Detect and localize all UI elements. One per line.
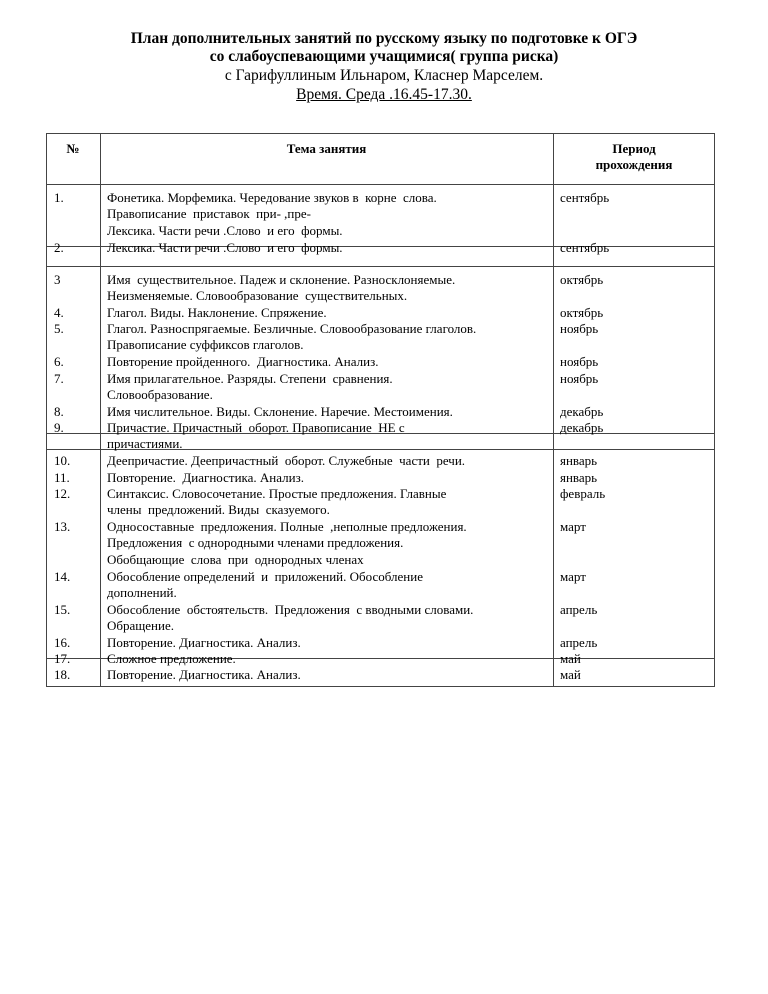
table-horizontal-line: [46, 133, 715, 134]
row-topic: Односоставные предложения. Полные ,неполные предложения. Предложения с однородными членами предложения. Обобщающие слова при однородных членах: [107, 519, 467, 567]
row-period: март: [560, 569, 586, 584]
row-number: 5.: [54, 321, 64, 336]
row-period: январь: [560, 453, 598, 468]
row-period: апрель: [560, 602, 598, 617]
row-number: 18.: [54, 667, 71, 682]
row-number: 3: [54, 272, 61, 287]
row-period: сентябрь: [560, 190, 610, 205]
row-topic: Имя существительное. Падеж и склонение. Разносклоняемые. Неизменяемые. Словообразование существительных.: [107, 272, 456, 304]
table-horizontal-line: [46, 184, 715, 185]
row-topic: Лексика. Части речи .Слово и его формы.: [107, 240, 343, 255]
row-period: февраль: [560, 486, 606, 501]
row-topic: Имя прилагательное. Разряды. Степени сравнения. Словообразование.: [107, 371, 393, 403]
row-number: 13.: [54, 519, 71, 534]
row-period: ноябрь: [560, 321, 599, 336]
row-topic: Повторение. Диагностика. Анализ.: [107, 635, 301, 650]
row-topic: Обособление определений и приложений. Обособление дополнений.: [107, 569, 423, 601]
row-topic: Сложное предложение.: [107, 651, 236, 666]
table-vertical-line: [553, 133, 554, 687]
row-period: март: [560, 519, 586, 534]
title-line-2: со слабоуспевающими учащимися( группа риска): [209, 48, 559, 65]
row-topic: Повторение. Диагностика. Анализ.: [107, 470, 304, 485]
row-number: 17.: [54, 651, 71, 666]
lessons-table: [46, 133, 715, 687]
row-number: 6.: [54, 354, 64, 369]
table-vertical-line: [46, 133, 47, 687]
row-number: 1.: [54, 190, 64, 205]
table-vertical-line: [100, 133, 101, 687]
row-topic: Деепричастие. Деепричастный оборот. Служебные части речи.: [107, 453, 466, 468]
row-number: 9.: [54, 420, 64, 435]
row-period: ноябрь: [560, 354, 599, 369]
row-period: май: [560, 651, 581, 666]
table-vertical-line: [714, 133, 715, 687]
row-number: 4.: [54, 305, 64, 320]
row-period: декабрь: [560, 420, 604, 435]
row-number: 14.: [54, 569, 71, 584]
table-horizontal-line: [46, 266, 715, 267]
row-topic: Повторение. Диагностика. Анализ.: [107, 667, 301, 682]
row-number: 7.: [54, 371, 64, 386]
row-topic: Обособление обстоятельств. Предложения с вводными словами. Обращение.: [107, 602, 474, 634]
row-number: 15.: [54, 602, 71, 617]
row-topic: Причастие. Причастный оборот. Правописание НЕ с причастиями.: [107, 420, 405, 452]
row-number: 8.: [54, 404, 64, 419]
row-topic: Имя числительное. Виды. Склонение. Наречие. Местоимения.: [107, 404, 453, 419]
row-topic: Глагол. Разноспрягаемые. Безличные. Словообразование глаголов. Правописание суффиксов глаголов.: [107, 321, 477, 353]
row-topic: Синтаксис. Словосочетание. Простые предложения. Главные члены предложений. Виды сказуемого.: [107, 486, 447, 518]
header-period-2: прохождения: [595, 157, 673, 172]
row-number: 16.: [54, 635, 71, 650]
title-line-1: План дополнительных занятий по русскому языку по подготовке к ОГЭ: [130, 30, 638, 47]
header-number: №: [66, 141, 80, 156]
header-period: Период: [612, 141, 656, 156]
row-number: 2.: [54, 240, 64, 255]
row-period: ноябрь: [560, 371, 599, 386]
header-topic: Тема занятия: [286, 141, 367, 156]
schedule-time: Время. Среда .16.45-17.30.: [296, 86, 472, 103]
row-topic: Фонетика. Морфемика. Чередование звуков в корне слова. Правописание приставок при- ,пре- Лексика. Части речи .Слово и его формы.: [107, 190, 437, 238]
row-period: декабрь: [560, 404, 604, 419]
row-period: апрель: [560, 635, 598, 650]
table-horizontal-line: [46, 686, 715, 687]
teachers-line: с Гарифуллиным Ильнаром, Класнер Марселем.: [224, 67, 544, 84]
row-period: сентябрь: [560, 240, 610, 255]
row-number: 12.: [54, 486, 71, 501]
row-topic: Повторение пройденного. Диагностика. Анализ.: [107, 354, 379, 369]
row-period: май: [560, 667, 581, 682]
row-topic: Глагол. Виды. Наклонение. Спряжение.: [107, 305, 327, 320]
row-period: октябрь: [560, 305, 604, 320]
row-period: октябрь: [560, 272, 604, 287]
row-number: 11.: [54, 470, 70, 485]
row-number: 10.: [54, 453, 71, 468]
row-period: январь: [560, 470, 598, 485]
